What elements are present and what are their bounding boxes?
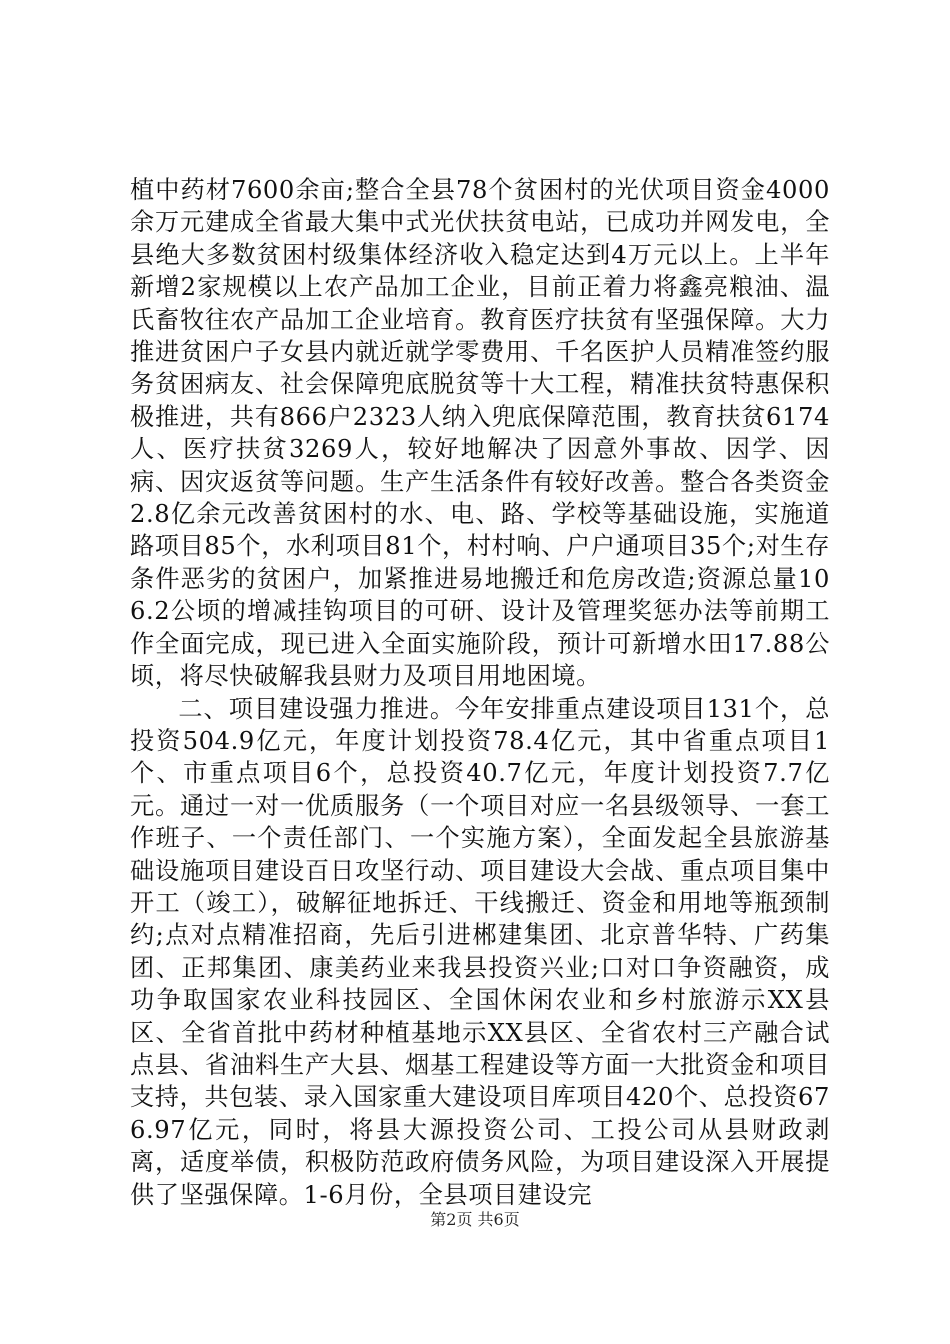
page-footer: [0, 1210, 950, 1230]
document-body: [130, 174, 830, 1211]
paragraph-poverty-alleviation: 植中药材7600余亩;整合全县78个贫困村的光伏项目资金4000余万元建成全省最大集中式光伏扶贫电站，已成功并网发电，全县绝大多数贫困村级集体经济收入稳定达到4万元以上。上半年新增2家规模以上农产品加工企业，目前正着力将鑫亮粮油、温氏畜牧往农产品加工企业培育。教育医疗扶贫有坚强保障。大力推进贫困户子女县内就近就学零费用、千名医护人员精准签约服务贫困病友、社会保障兜底脱贫等十大工程，精准扶贫特惠保积极推进，共有866户2323人纳入兜底保障范围，教育扶贫6174人、医疗扶贫3269人，较好地解决了因意外事故、因学、因病、因灾返贫等问题。生产生活条件有较好改善。整合各类资金2.8亿余元改善贫困村的水、电、路、学校等基础设施，实施道路项目85个，水利项目81个，村村响、户户通项目35个;对生存条件恶劣的贫困户，加紧推进易地搬迁和危房改造;资源总量106.2公顷的增减挂钩项目的可研、设计及管理奖惩办法等前期工作全面完成，现已进入全面实施阶段，预计可新增水田17.88公顷，将尽快破解我县财力及项目用地困境。: [130, 176, 830, 691]
paragraph-project-construction: 二、项目建设强力推进。今年安排重点建设项目131个，总投资504.9亿元，年度计划投资78.4亿元，其中省重点项目1个、市重点项目6个，总投资40.7亿元，年度计划投资7.7亿元。通过一对一优质服务（一个项目对应一名县级领导、一套工作班子、一个责任部门、一个实施方案），全面发起全县旅游基础设施项目建设百日攻坚行动、项目建设大会战、重点项目集中开工（竣工），破解征地拆迁、干线搬迁、资金和用地等瓶颈制约;点对点精准招商，先后引进郴建集团、北京普华特、广药集团、正邦集团、康美药业来我县投资兴业;口对口争资融资，成功争取国家农业科技园区、全国休闲农业和乡村旅游示XX县区、全省首批中药材种植基地示XX县区、全省农村三产融合试点县、省油料生产大县、烟基工程建设等方面一大批资金和项目支持，共包装、录入国家重大建设项目库项目420个、总投资676.97亿元，同时，将县大源投资公司、工投公司从县财政剥离，适度举债，积极防范政府债务风险，为项目建设深入开展提供了坚强保障。1-6月份，全县项目建设完: [130, 694, 830, 1209]
page-number: 第2页 共6页: [430, 1210, 520, 1229]
